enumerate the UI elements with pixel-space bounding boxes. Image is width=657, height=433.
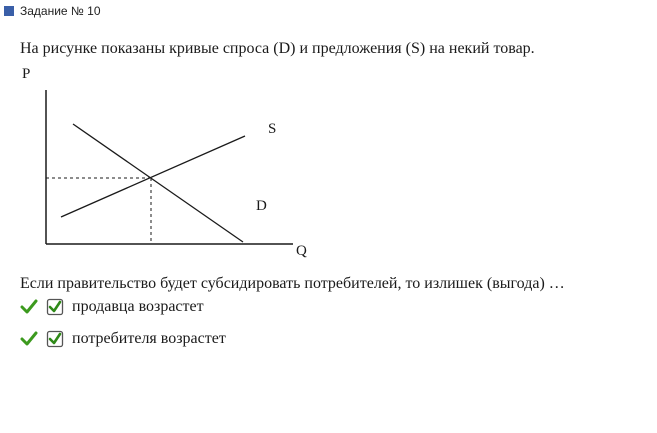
task-title: Задание № 10	[20, 4, 101, 18]
question-text: На рисунке показаны кривые спроса (D) и предложения (S) на некий товар.	[20, 40, 535, 57]
supply-demand-graph	[18, 62, 328, 262]
check-mark-icon	[20, 298, 38, 316]
answer-option[interactable]	[20, 298, 204, 316]
task-square-icon	[4, 6, 14, 16]
demand-label: D	[256, 198, 267, 214]
answer-option[interactable]	[20, 330, 226, 348]
checkbox-checked-icon[interactable]	[46, 330, 64, 348]
answer-label: потребителя возрастет	[72, 330, 226, 347]
check-mark-icon	[20, 330, 38, 348]
supply-label: S	[268, 121, 277, 137]
y-axis-label: P	[22, 66, 31, 82]
question-prompt: Если правительство будет субсидировать потребителей, то излишек (выгода) …	[20, 275, 565, 292]
x-axis-label: Q	[296, 243, 307, 259]
answer-label: продавца возрастет	[72, 298, 204, 315]
checkbox-checked-icon[interactable]	[46, 298, 64, 316]
demand-curve	[73, 124, 243, 242]
supply-curve	[61, 136, 245, 217]
task-header	[4, 3, 101, 19]
